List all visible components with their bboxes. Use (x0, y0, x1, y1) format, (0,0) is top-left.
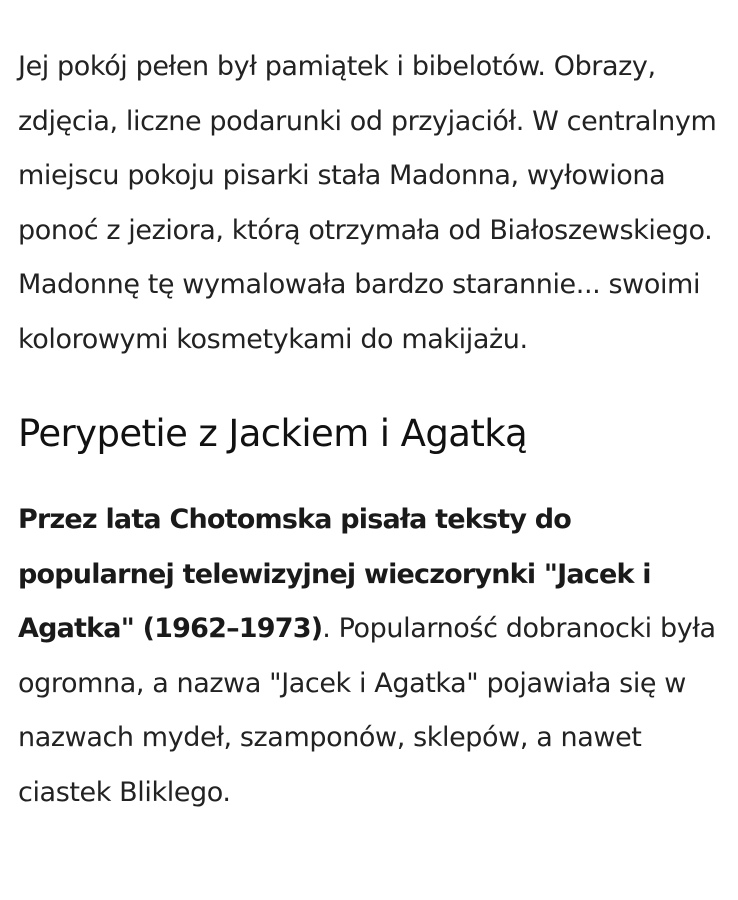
article-paragraph-2 (18, 493, 728, 820)
section-heading: Perypetie z Jackiem i Agatką (18, 412, 528, 455)
article-paragraph: Jej pokój pełen był pamiątek i bibelotów. Obrazy, zdjęcia, liczne podarunki od przyjaciół. W centralnym miejscu pokoju pisarki stała Madonna, wyłowiona ponoć z jeziora, którą otrzymała od Białoszewskiego. Madonnę tę wymalowała bardzo starannie... swoimi kolorowymi kosmetykami do makijażu. (18, 51, 717, 355)
article-body (18, 40, 728, 820)
lead-bold-text: Przez lata Chotomska pisała teksty do popularnej telewizyjnej wieczorynki "Jacek i Agatka" (1962–1973) (18, 504, 651, 644)
paragraph-text: . Popularność dobranocki była ogromna, a nazwa "Jacek i Agatka" pojawiała się w nazwach mydeł, szamponów, sklepów, a nawet ciastek Bliklego. (18, 613, 716, 808)
